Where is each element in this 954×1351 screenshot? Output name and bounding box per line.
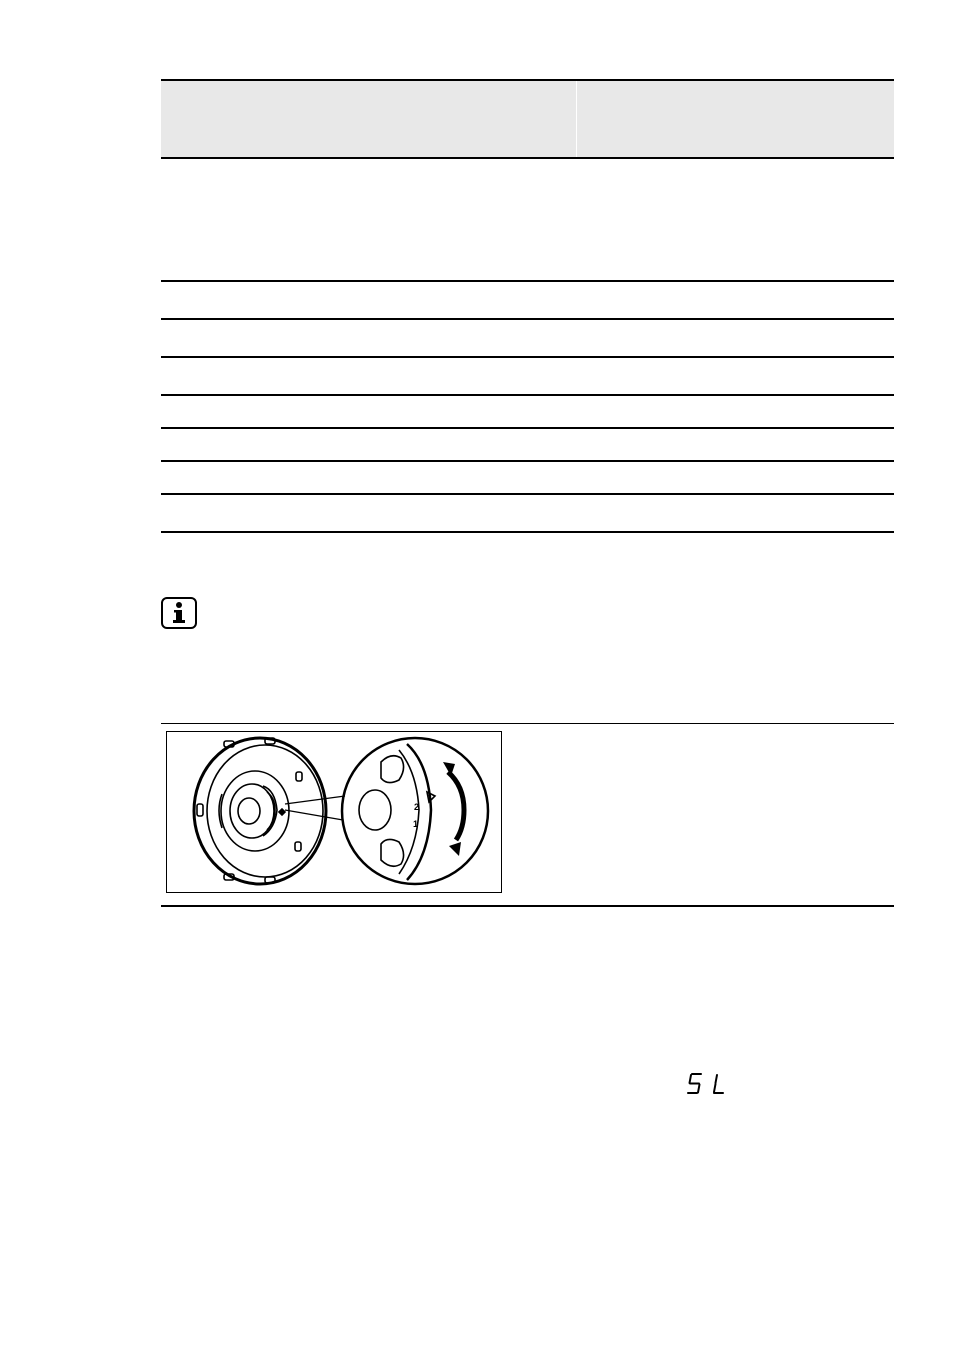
info-icon [161,597,197,629]
table-row [161,396,894,429]
table-cell [161,396,577,427]
dial-label-1: 1 [413,819,419,829]
table-cell [577,462,894,493]
table-cell [161,358,577,394]
table-row [161,429,894,462]
table-cell [161,282,577,318]
seven-segment-display-graphic [686,1071,730,1097]
table-cell [161,462,577,493]
table-header-cell-1 [161,81,577,157]
table-cell [161,320,577,356]
table-row [161,282,894,320]
table-header-row [161,79,894,159]
table-cell [161,159,577,280]
dial-overview [194,738,326,884]
table-cell [577,396,894,427]
seven-segment-display [686,1071,730,1102]
table-cell [577,282,894,318]
table-cell [161,495,577,531]
table-row [161,320,894,358]
dial-figure [166,731,502,893]
table-row [161,462,894,495]
settings-table [161,79,894,533]
double-curved-arrow-icon [443,762,464,856]
table-cell [577,495,894,531]
figure-top-rule [161,723,894,724]
table-cell [577,429,894,460]
table-row [161,159,894,282]
table-cell [577,320,894,356]
table-row [161,358,894,396]
table-header-cell-2 [577,81,894,157]
table-cell [161,429,577,460]
table-row [161,495,894,533]
figure-bottom-rule [161,905,894,907]
table-cell [577,159,894,280]
table-cell [577,358,894,394]
dial-label-2: 2 [414,802,420,812]
